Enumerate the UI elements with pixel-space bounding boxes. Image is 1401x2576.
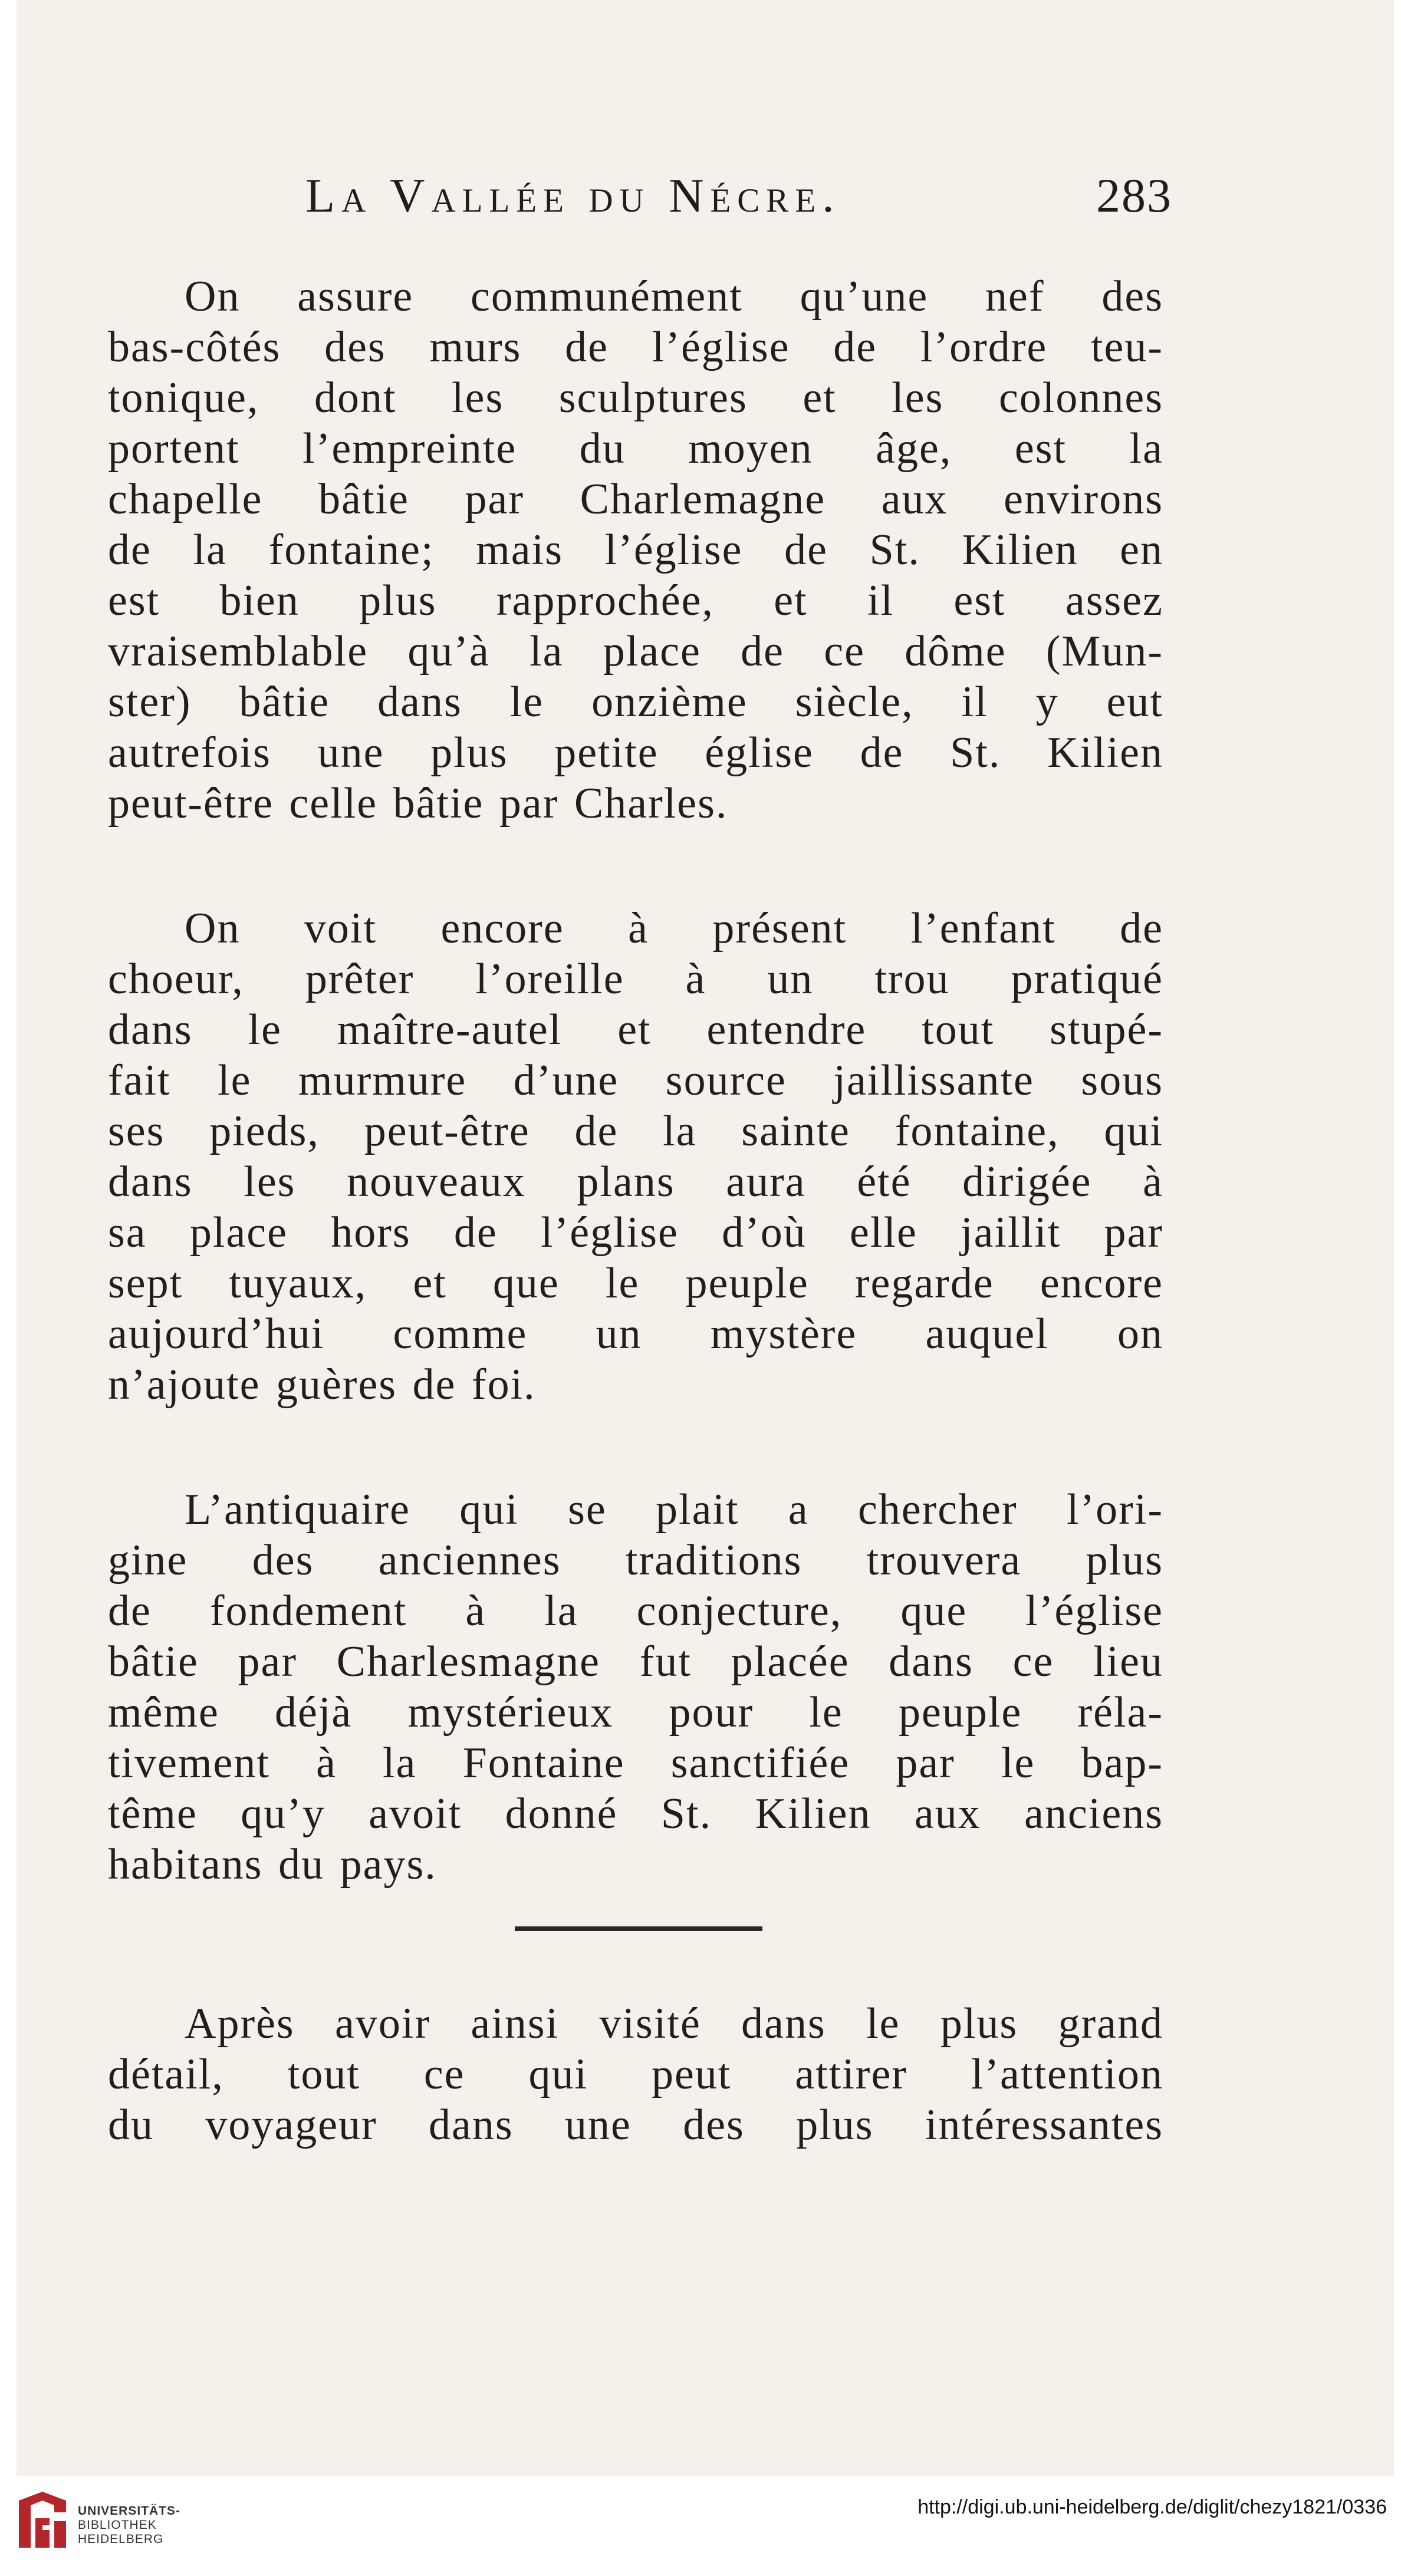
text-line: tivement à la Fontaine sanctifiée par le bap-: [108, 1739, 1163, 1787]
text-line: habitans du pays.: [108, 1840, 437, 1889]
text-line: Après avoir ainsi visité dans le plus grand: [185, 1999, 1163, 2048]
text-line: aujourd’hui comme un mystère auquel on: [108, 1310, 1163, 1358]
text-line: bâtie par Charlesmagne fut placée dans ce lieu: [108, 1638, 1163, 1686]
paragraph: [108, 1998, 1163, 2150]
text-line: choeur, prêter l’oreille à un trou pratiqué: [108, 955, 1163, 1003]
text-line: de fondement à la conjecture, que l’église: [108, 1587, 1163, 1635]
text-line: tême qu’y avoit donné St. Kilien aux anciens: [108, 1790, 1163, 1838]
text-line: sept tuyaux, et que le peuple regarde encore: [108, 1259, 1163, 1307]
library-name-line: BIBLIOTHEK: [78, 2518, 157, 2532]
text-line: fait le murmure d’une source jaillissante sous: [108, 1056, 1163, 1105]
text-line: vraisemblable qu’à la place de ce dôme (Mun-: [108, 627, 1163, 676]
text-line: On assure communément qu’une nef des: [185, 272, 1163, 321]
page-number: 283: [1096, 169, 1172, 222]
library-name: [78, 2504, 180, 2547]
text-line: dans le maître-autel et entendre tout stupé-: [108, 1006, 1163, 1054]
text-line: bas-côtés des murs de l’église de l’ordre teu-: [108, 323, 1163, 371]
text-line: est bien plus rapprochée, et il est assez: [108, 577, 1163, 625]
text-line: chapelle bâtie par Charlemagne aux environs: [108, 475, 1163, 523]
text-line: L’antiquaire qui se plait a chercher l’ori-: [185, 1485, 1163, 1534]
library-name-line: UNIVERSITÄTS-: [78, 2504, 181, 2518]
text-line: sa place hors de l’église d’où elle jaillit par: [108, 1208, 1163, 1257]
text-line: tonique, dont les sculptures et les colonnes: [108, 374, 1163, 422]
paragraph: [108, 271, 1163, 829]
library-footer: [0, 2476, 1401, 2576]
text-line: ses pieds, peut-être de la sainte fontaine, qui: [108, 1107, 1163, 1155]
text-line: autrefois une plus petite église de St. Kilien: [108, 729, 1163, 777]
text-line: du voyageur dans une des plus intéressantes: [108, 2101, 1163, 2149]
text-line: peut-être celle bâtie par Charles.: [108, 779, 728, 828]
text-line: détail, tout ce qui peut attirer l’attention: [108, 2050, 1163, 2099]
text-line: ster) bâtie dans le onzième siècle, il y eut: [108, 678, 1163, 726]
source-url-link[interactable]: http://digi.ub.uni-heidelberg.de/diglit/chezy1821/0336: [917, 2496, 1387, 2518]
page-header: [305, 168, 1172, 233]
paragraph: [108, 903, 1163, 1410]
text-line: même déjà mystérieux pour le peuple réla-: [108, 1688, 1163, 1737]
university-library-logo-icon: [13, 2489, 72, 2559]
text-line: n’ajoute guères de foi.: [108, 1361, 536, 1409]
paragraph: [108, 1484, 1163, 1890]
text-line: dans les nouveaux plans aura été dirigée à: [108, 1158, 1163, 1206]
section-divider: [515, 1926, 762, 1931]
body-text: [108, 271, 1163, 1890]
text-line: de la fontaine; mais l’église de St. Kilien en: [108, 526, 1163, 574]
book-page: [17, 0, 1394, 2476]
library-name-line: HEIDELBERG: [78, 2532, 164, 2546]
running-title: La Vallée du Nécre.: [305, 169, 841, 222]
text-line: portent l’empreinte du moyen âge, est la: [108, 424, 1163, 473]
text-line: gine des anciennes traditions trouvera plus: [108, 1536, 1163, 1585]
text-line: On voit encore à présent l’enfant de: [185, 904, 1163, 953]
